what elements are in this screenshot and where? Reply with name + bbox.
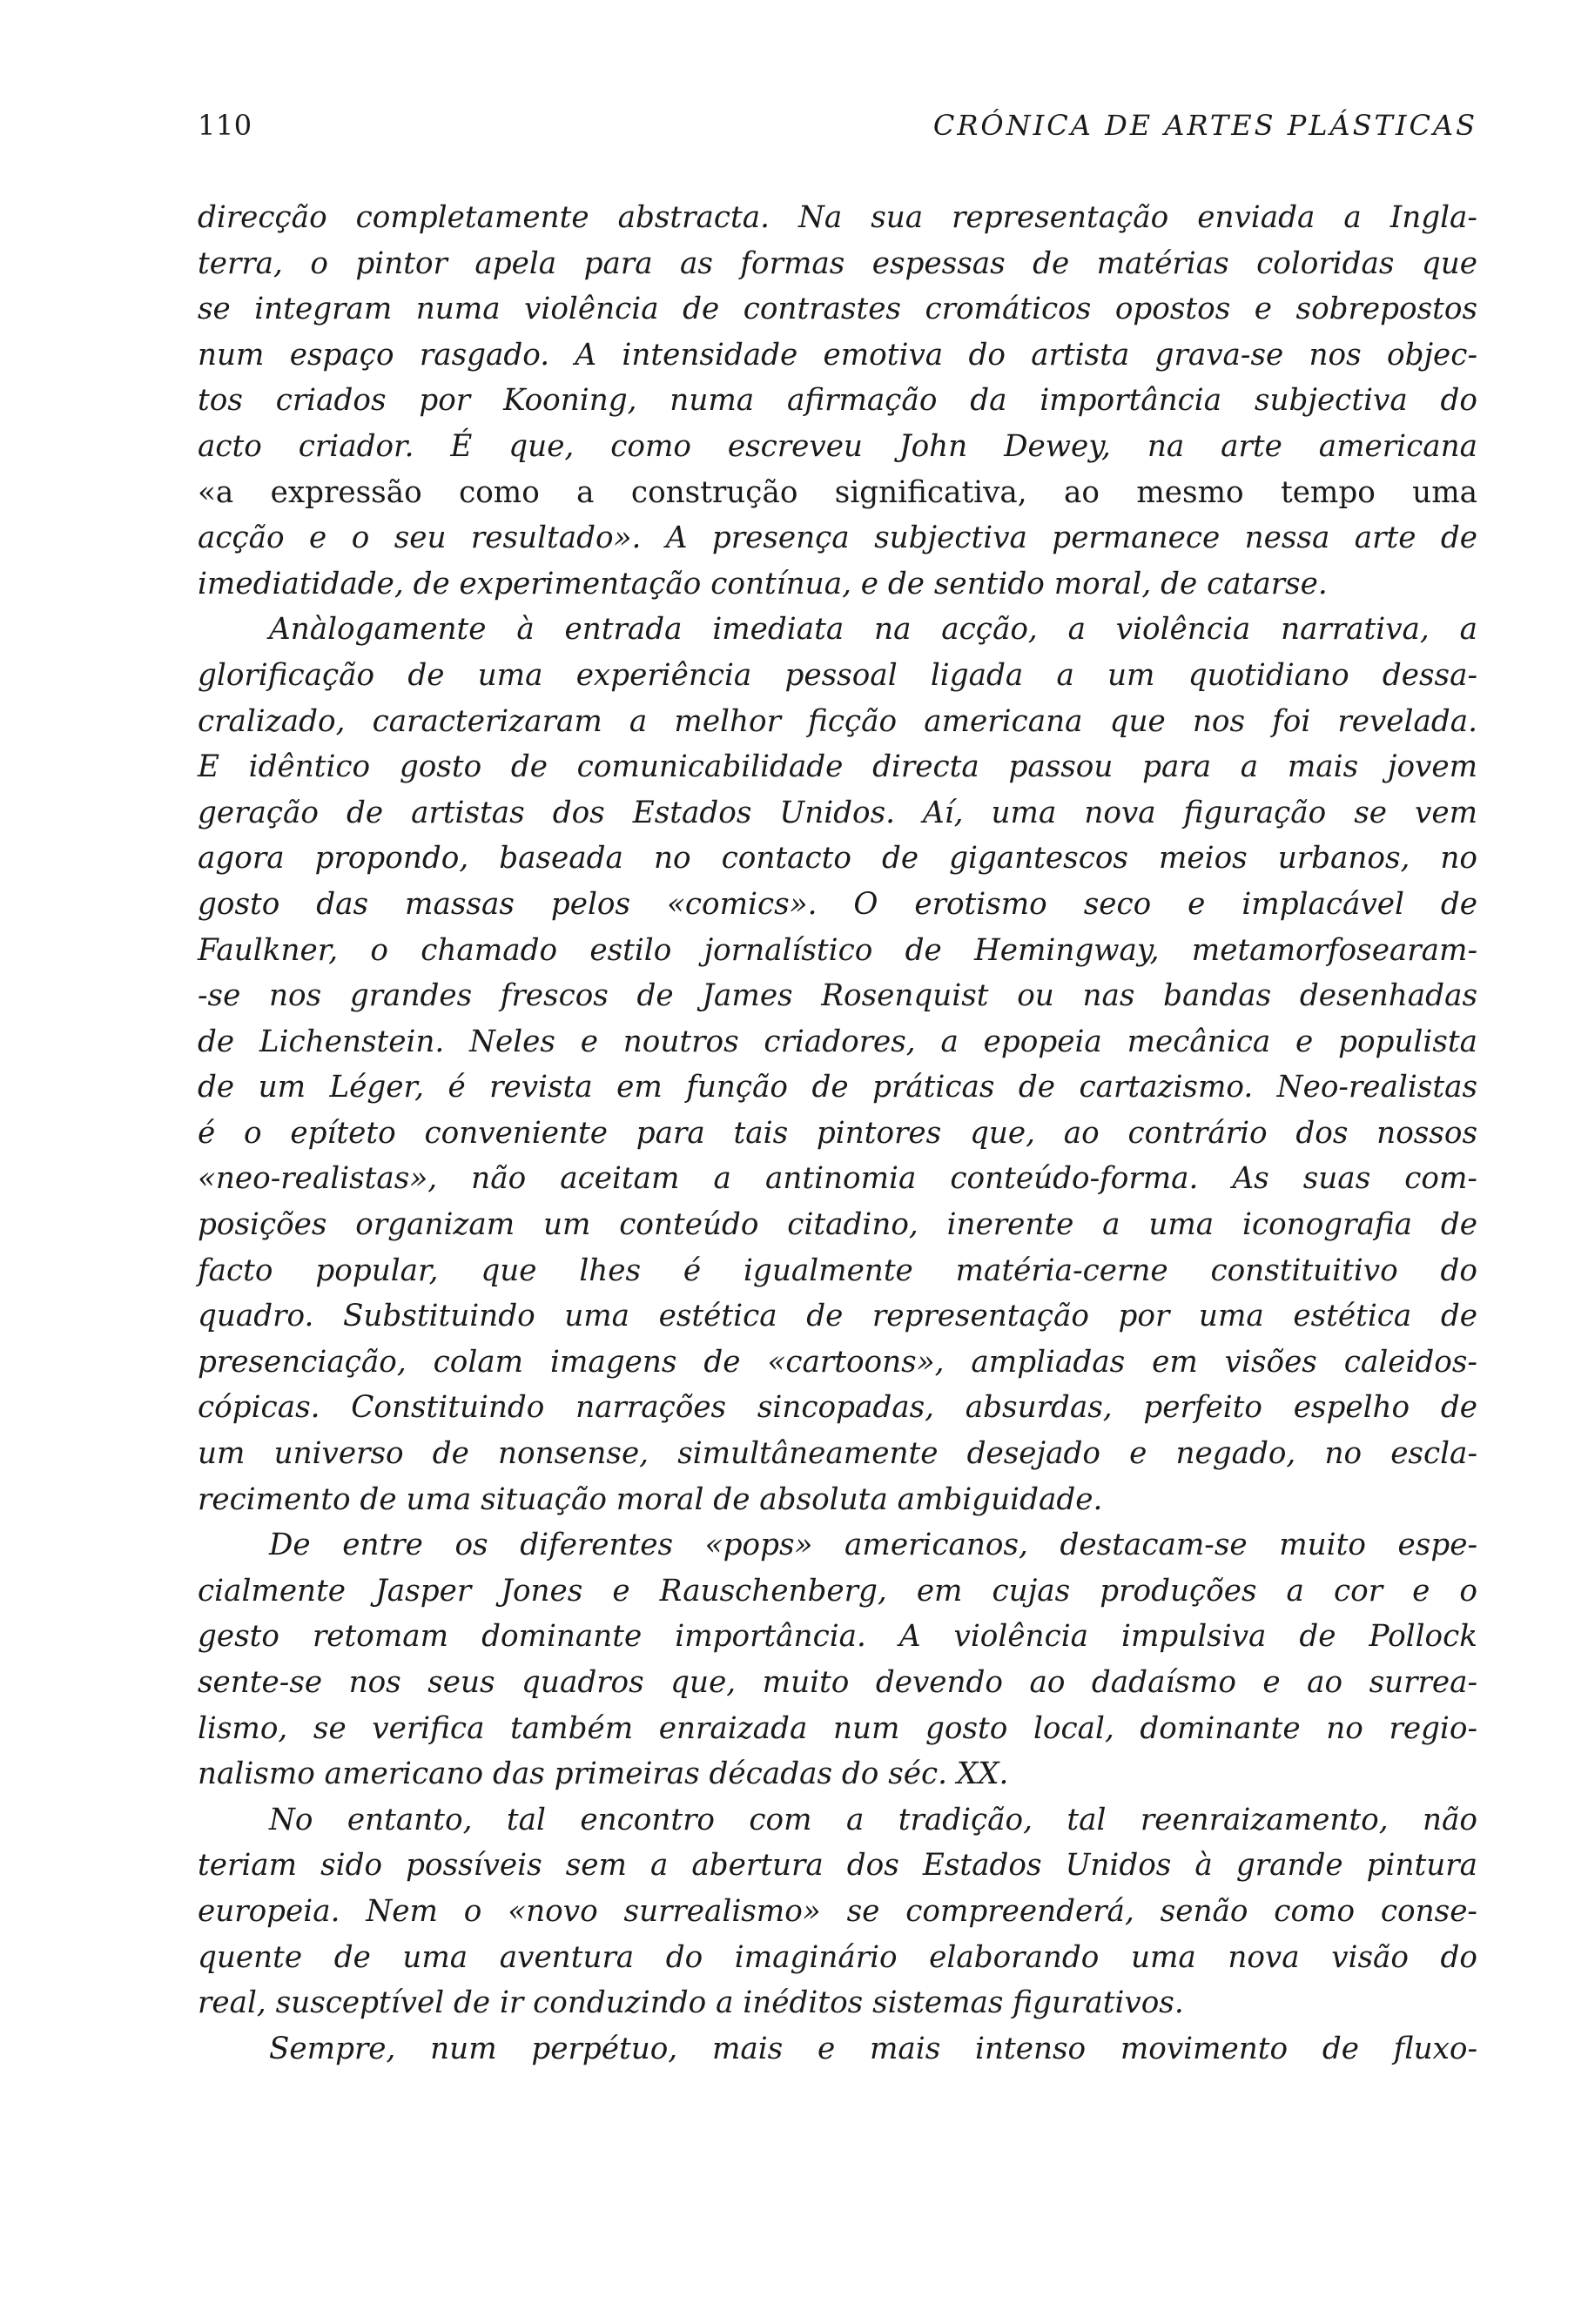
text-line: tos criados por Kooning, numa afirmação da importância subjectiva do bbox=[198, 383, 1477, 419]
text-line: gosto das massas pelos «comics». O erotismo seco e implacável de bbox=[198, 886, 1477, 922]
text-line: agora propondo, baseada no contacto de gigantescos meios urbanos, no bbox=[198, 841, 1477, 877]
body-text bbox=[198, 195, 1477, 2072]
text-line: quadro. Substituindo uma estética de representação por uma estética de bbox=[198, 1299, 1477, 1334]
text-line: gesto retomam dominante importância. A violência impulsiva de Pollock bbox=[198, 1619, 1477, 1655]
page-number: 110 bbox=[198, 109, 252, 142]
text-line: imediatidade, de experimentação contínua, e de sentido moral, de catarse. bbox=[198, 566, 1328, 601]
text-line: E idêntico gosto de comunicabilidade directa passou para a mais jovem bbox=[198, 749, 1477, 785]
text-line: de um Léger, é revista em função de práticas de cartazismo. Neo-realistas bbox=[198, 1070, 1477, 1105]
text-line: geração de artistas dos Estados Unidos. Aí, uma nova figuração se vem bbox=[198, 795, 1477, 830]
text-line: «neo-realistas», não aceitam a antinomia conteúdo-forma. As suas com- bbox=[198, 1161, 1477, 1197]
text-line: recimento de uma situação moral de absoluta ambiguidade. bbox=[198, 1481, 1103, 1517]
text-line: De entre os diferentes «pops» americanos, destacam-se muito espe- bbox=[269, 1528, 1477, 1563]
text-line: lismo, se verifica também enraizada num gosto local, dominante no regio- bbox=[198, 1710, 1477, 1746]
text-line: glorificação de uma experiência pessoal ligada a um quotidiano dessa- bbox=[198, 657, 1477, 693]
text-line: é o epíteto conveniente para tais pintores que, ao contrário dos nossos bbox=[198, 1115, 1477, 1151]
text-line: cralizado, caracterizaram a melhor ficção americana que nos foi revelada. bbox=[198, 703, 1477, 739]
text-line: presenciação, colam imagens de «cartoons», ampliadas em visões caleidos- bbox=[198, 1344, 1477, 1380]
text-line: facto popular, que lhes é igualmente matéria-cerne constituitivo do bbox=[198, 1253, 1477, 1288]
text-line: teriam sido possíveis sem a abertura dos Estados Unidos à grande pintura bbox=[198, 1848, 1477, 1884]
text-line: Sempre, num perpétuo, mais e mais intenso movimento de fluxo- bbox=[269, 2031, 1477, 2066]
text-line: nalismo americano das primeiras décadas do séc. XX. bbox=[198, 1756, 1009, 1792]
text-line: acção e o seu resultado». A presença subjectiva permanece nessa arte de bbox=[198, 521, 1477, 556]
text-line: num espaço rasgado. A intensidade emotiva do artista grava-se nos objec- bbox=[198, 337, 1477, 373]
text-line: real, susceptível de ir conduzindo a inéditos sistemas figurativos. bbox=[198, 1985, 1184, 2021]
text-line: cialmente Jasper Jones e Rauschenberg, em cujas produções a cor e o bbox=[198, 1573, 1477, 1609]
text-line: No entanto, tal encontro com a tradição, tal reenraizamento, não bbox=[269, 1802, 1477, 1837]
text-line: se integram numa violência de contrastes cromáticos opostos e sobrepostos bbox=[198, 292, 1477, 327]
text-line: sente-se nos seus quadros que, muito devendo ao dadaísmo e ao surrea- bbox=[198, 1665, 1477, 1700]
text-line: cópicas. Constituindo narrações sincopadas, absurdas, perfeito espelho de bbox=[198, 1390, 1477, 1426]
text-line: posições organizam um conteúdo citadino, inerente a uma iconografia de bbox=[198, 1207, 1477, 1243]
text-line: -se nos grandes frescos de James Rosenquist ou nas bandas desenhadas bbox=[198, 978, 1477, 1014]
text-line: europeia. Nem o «novo surrealismo» se compreenderá, senão como conse- bbox=[198, 1893, 1477, 1929]
page-header bbox=[198, 109, 1477, 142]
text-line: direcção completamente abstracta. Na sua representação enviada a Ingla- bbox=[198, 200, 1477, 235]
text-line: Anàlogamente à entrada imediata na acção, a violência narrativa, a bbox=[269, 612, 1477, 648]
text-line: Faulkner, o chamado estilo jornalístico de Hemingway, metamorfosearam- bbox=[198, 932, 1477, 968]
text-line: um universo de nonsense, simultâneamente desejado e negado, no escla- bbox=[198, 1436, 1477, 1472]
text-line: acto criador. É que, como escreveu John Dewey, na arte americana bbox=[198, 428, 1477, 464]
text-line: de Lichenstein. Neles e noutros criadores, a epopeia mecânica e populista bbox=[198, 1024, 1477, 1059]
text-line: quente de uma aventura do imaginário elaborando uma nova visão do bbox=[198, 1939, 1477, 1975]
text-line: terra, o pintor apela para as formas espessas de matérias coloridas que bbox=[198, 245, 1477, 281]
text-line: «a expressão como a construção significativa, ao mesmo tempo uma bbox=[198, 474, 1477, 510]
running-head: CRÓNICA DE ARTES PLÁSTICAS bbox=[932, 109, 1477, 142]
